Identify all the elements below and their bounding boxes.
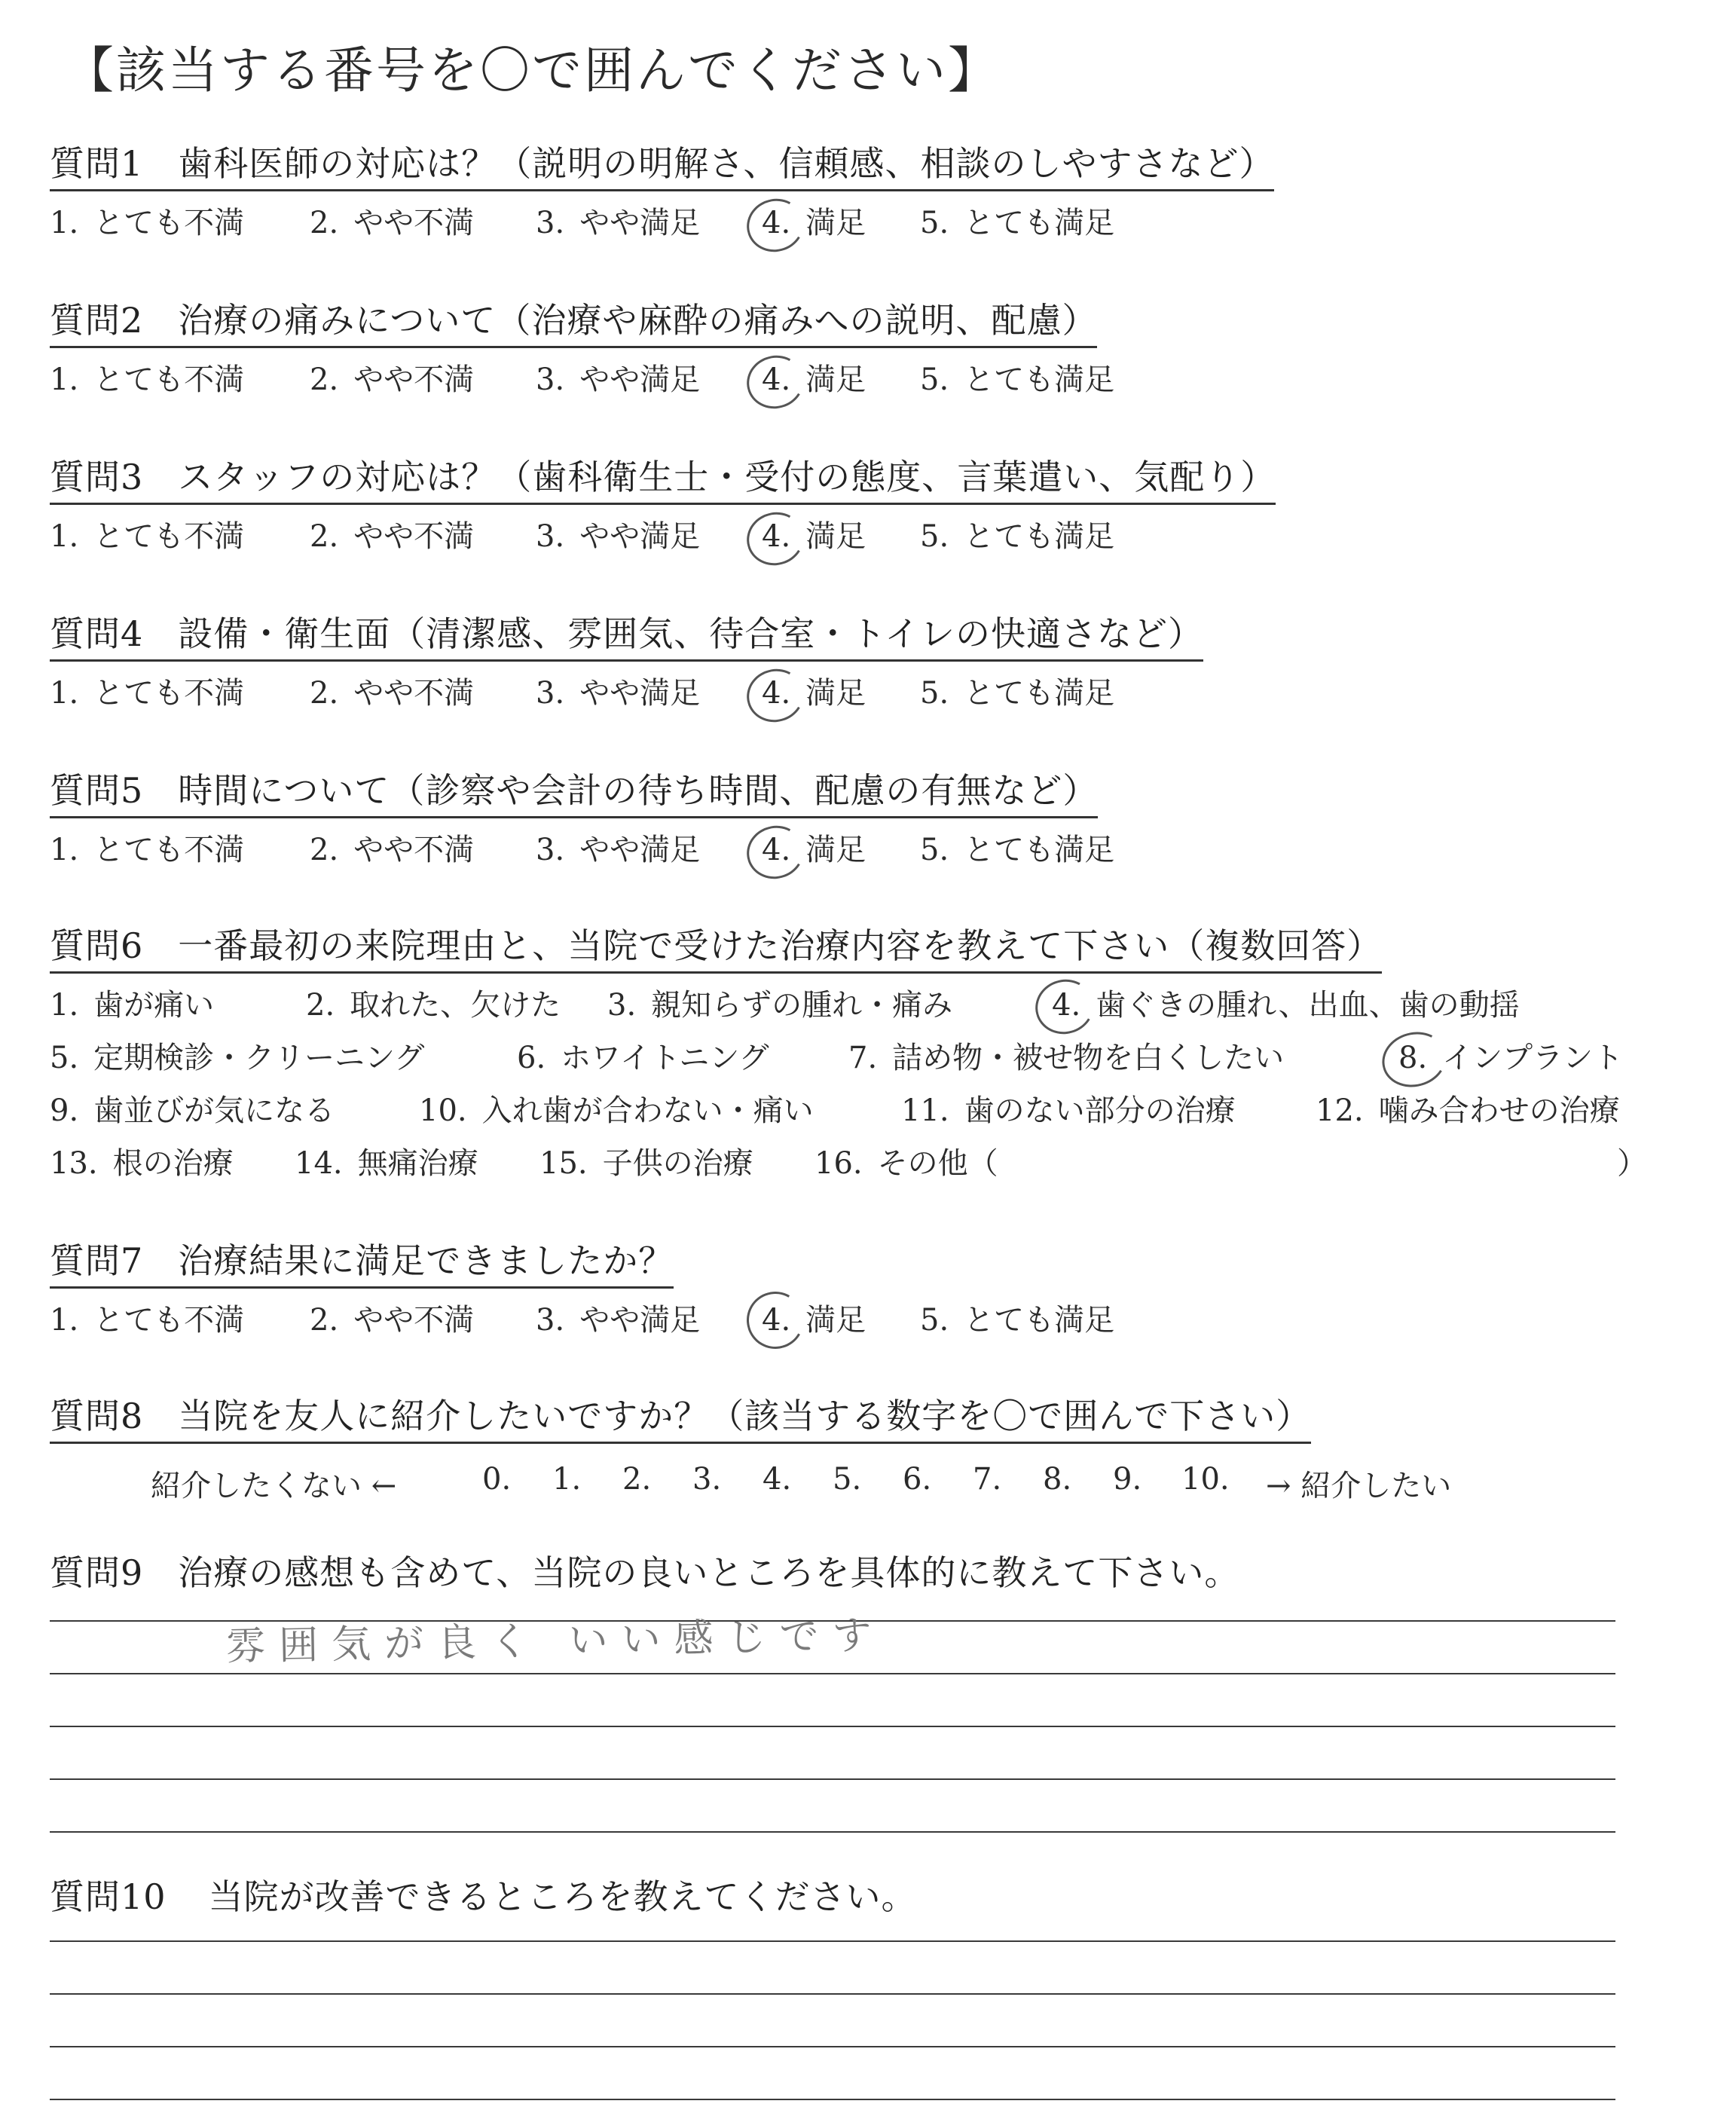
question-5-title [50, 770, 1098, 818]
answer-line[interactable] [50, 1778, 1615, 1780]
rating-option-4[interactable]: 4. 満足 [762, 206, 866, 240]
answer-line[interactable] [50, 1726, 1615, 1727]
rating-option-2[interactable]: 2. やや不満 [310, 206, 475, 240]
q8-scale-9[interactable]: 9. [1113, 1462, 1142, 1497]
rating-option-4[interactable]: 4. 満足 [762, 1303, 866, 1338]
rating-option-2[interactable]: 2. やや不満 [310, 833, 475, 867]
q8-scale-5[interactable]: 5. [833, 1462, 862, 1497]
question-number: 質問7 [50, 1240, 144, 1281]
answer-line[interactable] [50, 2046, 1615, 2047]
question-number: 質問3 [50, 457, 144, 497]
rating-option-5[interactable]: 5. とても満足 [920, 519, 1115, 554]
q6-option-5[interactable]: 5. 定期検診・クリーニング [50, 1041, 425, 1075]
rating-option-2[interactable]: 2. やや不満 [310, 362, 475, 397]
q6-option-14[interactable]: 14. 無痛治療 [295, 1146, 478, 1181]
question-text: 時間について（診察や会計の待ち時間、配慮の有無など） [178, 770, 1099, 811]
rating-option-5[interactable]: 5. とても満足 [920, 206, 1115, 240]
q8-scale-4[interactable]: 4. [763, 1462, 792, 1497]
question-text: 治療結果に満足できましたか？ [178, 1240, 674, 1281]
question-text: 当院を友人に紹介したいですか？（該当する数字を〇で囲んで下さい） [178, 1396, 1312, 1436]
selection-circle [741, 506, 810, 571]
q8-scale-8[interactable]: 8. [1043, 1462, 1072, 1497]
selection-circle [741, 349, 810, 414]
question-number: 質問8 [50, 1396, 144, 1436]
q6-option-12[interactable]: 12. 噛み合わせの治療 [1316, 1093, 1620, 1128]
q8-scale-1[interactable]: 1. [552, 1462, 582, 1497]
rating-option-3[interactable]: 3. やや満足 [536, 833, 701, 867]
answer-line[interactable] [50, 1993, 1615, 1995]
question-number: 質問5 [50, 770, 144, 811]
question-number: 質問10 [50, 1876, 167, 1917]
selection-circle [741, 662, 810, 728]
question-8-title [50, 1396, 1311, 1444]
question-text: 一番最初の来院理由と、当院で受けた治療内容を教えて下さい（複数回答） [178, 925, 1383, 966]
question-7-title [50, 1240, 674, 1289]
q8-scale-left-label: 紹介したくない ← [151, 1469, 397, 1503]
question-text: スタッフの対応は？（歯科衛生士・受付の態度、言葉遣い、気配り） [178, 457, 1276, 497]
q8-scale-7[interactable]: 7. [973, 1462, 1002, 1497]
question-text: 治療の感想も含めて、当院の良いところを具体的に教えて下さい。 [178, 1552, 1240, 1593]
question-1-title [50, 143, 1274, 191]
rating-option-4[interactable]: 4. 満足 [762, 362, 866, 397]
rating-option-3[interactable]: 3. やや満足 [536, 519, 701, 554]
question-text: 治療の痛みについて（治療や麻酔の痛みへの説明、配慮） [178, 300, 1098, 341]
rating-option-3[interactable]: 3. やや満足 [536, 1303, 701, 1338]
question-number: 質問1 [50, 143, 144, 184]
q6-option-10[interactable]: 10. 入れ歯が合わない・痛い [419, 1093, 814, 1128]
question-text: 歯科医師の対応は？（説明の明解さ、信頼感、相談のしやすさなど） [178, 143, 1275, 184]
question-number: 質問4 [50, 613, 144, 654]
rating-option-2[interactable]: 2. やや不満 [310, 519, 475, 554]
question-number: 質問9 [50, 1552, 144, 1593]
question-3-title [50, 457, 1276, 505]
question-text: 設備・衛生面（清潔感、雰囲気、待合室・トイレの快適さなど） [178, 613, 1203, 654]
rating-option-3[interactable]: 3. やや満足 [536, 206, 701, 240]
answer-line[interactable] [50, 2099, 1615, 2100]
q6-option-15[interactable]: 15. 子供の治療 [539, 1146, 753, 1181]
question-6-title [50, 925, 1382, 974]
selection-circle [741, 819, 810, 885]
rating-option-1[interactable]: 1. とても不満 [50, 1303, 245, 1338]
rating-option-5[interactable]: 5. とても満足 [920, 1303, 1115, 1338]
rating-option-1[interactable]: 1. とても不満 [50, 519, 245, 554]
rating-option-4[interactable]: 4. 満足 [762, 676, 866, 711]
rating-option-2[interactable]: 2. やや不満 [310, 1303, 475, 1338]
rating-option-4[interactable]: 4. 満足 [762, 519, 866, 554]
q6-option-2[interactable]: 2. 取れた、欠けた [306, 988, 561, 1023]
q8-scale-0[interactable]: 0. [482, 1462, 512, 1497]
question-10-title [50, 1876, 917, 1922]
instruction-header: 【該当する番号を〇で囲んでください】 [64, 41, 1000, 99]
q8-scale-10[interactable]: 10. [1181, 1462, 1230, 1497]
q6-option-1[interactable]: 1. 歯が痛い [50, 988, 215, 1023]
rating-option-4[interactable]: 4. 満足 [762, 833, 866, 867]
rating-option-5[interactable]: 5. とても満足 [920, 362, 1115, 397]
q6-option-16[interactable]: 16. その他（ [815, 1146, 998, 1181]
question-9-title [50, 1552, 1239, 1598]
question-2-title [50, 300, 1097, 348]
q6-option-13[interactable]: 13. 根の治療 [50, 1146, 234, 1181]
q6-option-7[interactable]: 7. 詰め物・被せ物を白くしたい [848, 1041, 1285, 1075]
selection-circle [1029, 973, 1100, 1041]
q6-other-paren-close: ） [1617, 1146, 1647, 1181]
q8-scale-3[interactable]: 3. [692, 1462, 722, 1497]
answer-line[interactable] [50, 1673, 1615, 1674]
rating-option-3[interactable]: 3. やや満足 [536, 676, 701, 711]
question-number: 質問6 [50, 925, 144, 966]
q6-option-6[interactable]: 6. ホワイトニング [517, 1041, 769, 1075]
q6-option-8[interactable]: 8. インプラント [1398, 1041, 1624, 1075]
question-text: 当院が改善できるところを教えてください。 [208, 1876, 917, 1917]
q6-option-4[interactable]: 4. 歯ぐきの腫れ、出血、歯の動揺 [1052, 988, 1520, 1023]
rating-option-5[interactable]: 5. とても満足 [920, 833, 1115, 867]
rating-option-2[interactable]: 2. やや不満 [310, 676, 475, 711]
answer-line[interactable] [50, 1940, 1615, 1942]
selection-circle [740, 1285, 810, 1355]
rating-option-1[interactable]: 1. とても不満 [50, 362, 245, 397]
q6-option-11[interactable]: 11. 歯のない部分の治療 [901, 1093, 1236, 1128]
question-4-title [50, 613, 1203, 662]
selection-circle [741, 192, 810, 258]
question-number: 質問2 [50, 300, 144, 341]
rating-option-1[interactable]: 1. とても不満 [50, 676, 245, 711]
q8-scale-right-label: → 紹介したい [1266, 1469, 1452, 1503]
answer-line[interactable] [50, 1831, 1615, 1833]
rating-option-3[interactable]: 3. やや満足 [536, 362, 701, 397]
rating-option-5[interactable]: 5. とても満足 [920, 676, 1115, 711]
q8-scale-2[interactable]: 2. [622, 1462, 652, 1497]
rating-option-1[interactable]: 1. とても不満 [50, 206, 245, 240]
q9-handwritten-answer: 雰囲気が良く いい感じです [225, 1613, 886, 1670]
q8-scale-6[interactable]: 6. [903, 1462, 932, 1497]
selection-circle [1376, 1025, 1453, 1094]
rating-option-1[interactable]: 1. とても不満 [50, 833, 245, 867]
q6-option-9[interactable]: 9. 歯並びが気になる [50, 1093, 335, 1128]
q6-option-3[interactable]: 3. 親知らずの腫れ・痛み [607, 988, 953, 1023]
